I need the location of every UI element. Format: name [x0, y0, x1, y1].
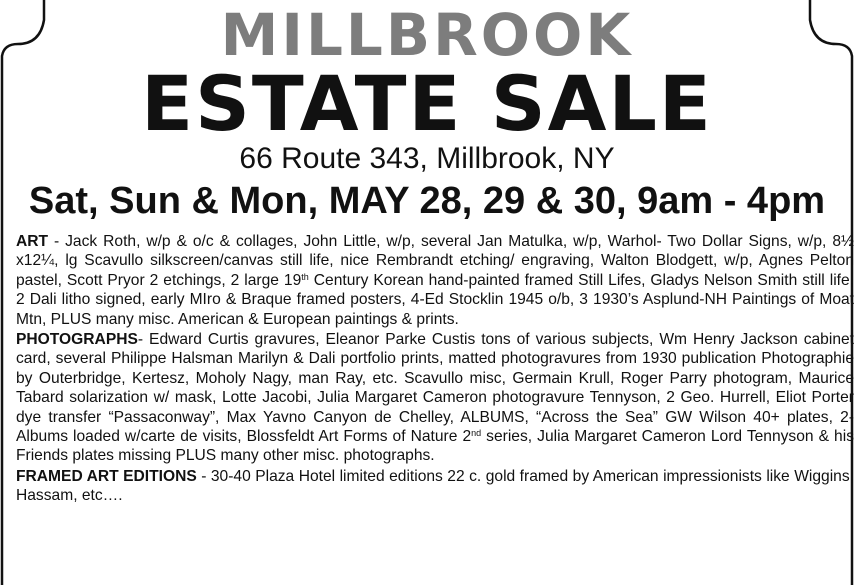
section-heading-framed-art-editions: FRAMED ART EDITIONS: [16, 467, 197, 485]
sale-dates: Sat, Sun & Mon, MAY 28, 29 & 30, 9am - 4pm: [28, 180, 826, 222]
listing-body: [16, 232, 854, 507]
title-estate-sale: ESTATE SALE: [141, 59, 713, 148]
section-text: - 30-40 Plaza Hotel limited editions 22 c. gold framed by American impressionists like Wiggins, Hassam, etc….: [16, 467, 854, 505]
section-heading-art: ART: [16, 233, 49, 250]
section-text: Century Korean hand-painted framed Still Lifes, Gladys Nelson Smith still life, 2 Dali litho signed, early MIro & Braque framed posters, 4-Ed Stocklin 1945 o/b, 3 1930’s Asplund-NH Paintings of Moat Mtn, PLUS many misc. American & European paintings & prints.: [16, 271, 854, 328]
sale-address: 66 Route 343, Millbrook, NY: [239, 142, 615, 175]
section-heading-photographs: PHOTOGRAPHS: [16, 331, 138, 349]
ordinal-suffix: th: [301, 271, 309, 282]
section-text: - Jack Roth, w/p & o/c & collages, John Little, w/p, several Jan Matulka, w/p, Warhol- Two Dollar Signs, w/p, 8½ x12¼, lg Scavullo silkscreen/canvas still life, nice Rembrandt etching/ engraving, Walton Blodgett, w/p, Agnes Pelton pastel, Scott Pryor 2 etchings, 2 large 19: [16, 233, 854, 289]
section-framed-art-editions: [16, 467, 854, 506]
section-text: - Edward Curtis gravures, Eleanor Parke Custis tons of various subjects, Wm Henry Jackson cabinet card, several Philippe Halsman Marilyn & Dali portfolio prints, matted photogravures from 1930 publication Photographie by Outerbridge, Kertesz, Moholy Nagy, man Ray, etc. Scavullo misc, Germain Krull, Roger Parry photogram, Maurice Tabard solarization w/ mask, Lotte Jacobi, Julia Margaret Cameron photogravure Tennyson, 2 Geo. Hurrell, Eliot Porter dye transfer “Passaconway”, Max Yavno Canyon de Chelley, ALBUMS, “Across the Sea” GW Wilson 40+ plates, 2-Albums loaded w/carte de visits, Blossfeldt Art Forms of Nature 2: [16, 331, 854, 446]
section-text: series, Julia Margaret Cameron Lord Tennyson & his Friends plates missing PLUS many other misc. photographs.: [16, 428, 854, 465]
title-millbrook: MILLBROOK: [220, 1, 634, 69]
ordinal-suffix: nd: [471, 428, 482, 439]
section-art: [16, 232, 854, 329]
section-photographs: [16, 330, 854, 466]
